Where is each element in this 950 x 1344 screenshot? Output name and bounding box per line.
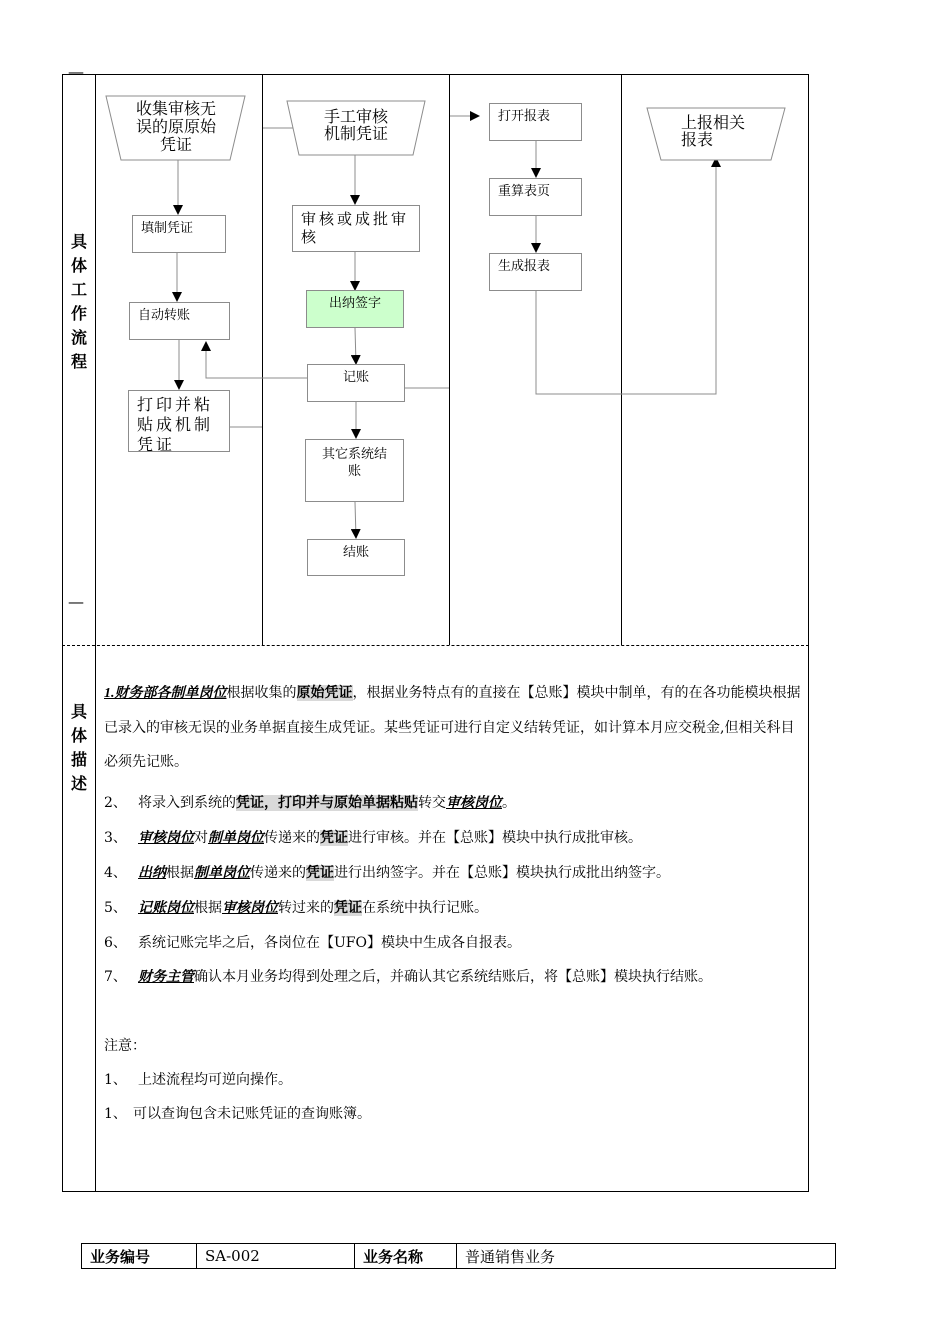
note-item-2: 1、 可以查询包含未记账凭证的查询账簿。: [104, 1106, 371, 1122]
desc-item-3: 3、 审核岗位对制单岗位传递来的凭证进行审核。并在【总账】模块中执行成批审核。: [104, 830, 642, 846]
flow-other-close: 其它系统结账: [305, 439, 404, 502]
flow-cashier-sign: 出纳签字: [306, 290, 404, 328]
business-code-value: SA-002: [197, 1244, 355, 1269]
flow-posting: 记账: [307, 364, 405, 402]
workflow-section-title: 具体工作流程: [70, 232, 87, 371]
desc-item-5: 5、 记账岗位根据审核岗位转过来的凭证在系统中执行记账。: [104, 900, 488, 916]
table-bottom-border: [62, 1191, 809, 1192]
flow-collect-vouchers: 收集审核无误的原原始凭证: [136, 99, 217, 154]
desc-item-2: 2、 将录入到系统的凭证，打印并与原始单据粘贴转交审核岗位。: [104, 795, 516, 811]
flow-print-paste: 打印并粘贴成机制凭证: [128, 390, 230, 452]
business-name-label: 业务名称: [355, 1244, 457, 1269]
flow-close-books: 结账: [307, 539, 405, 576]
flow-fill-voucher: 填制凭证: [132, 215, 226, 253]
dash-mark-bottom: —: [68, 592, 84, 611]
desc-item-6: 6、 系统记账完毕之后，各岗位在【UFO】模块中生成各自报表。: [104, 935, 521, 951]
notes: [104, 1029, 804, 1131]
flow-auto-transfer: 自动转账: [129, 302, 230, 340]
desc-para-1: 1.财务部各制单岗位根据收集的原始凭证，根据业务特点有的直接在【总账】模块中制单，有的在各功能模块根据已录入的审核无误的业务单据直接生成凭证。某些凭证可进行自定义结转凭证，如计算本月应交税金,但相关科目必须先记账。: [104, 685, 801, 770]
desc-item-4: 4、 出纳根据制单岗位传递来的凭证进行出纳签字。并在【总账】模块执行成批出纳签字。: [104, 865, 670, 881]
description-text: [104, 676, 804, 779]
role-maker: 1.财务部各制单岗位: [104, 686, 227, 701]
flow-open-report: 打开报表: [489, 103, 582, 141]
flow-generate-report: 生成报表: [489, 253, 582, 291]
note-title: 注意：: [104, 1038, 146, 1054]
desc-list: [104, 786, 804, 995]
description-section-title: 具体描述: [70, 702, 87, 793]
flow-recalc-sheet: 重算表页: [489, 178, 582, 216]
dash-mark-top: —: [68, 62, 84, 81]
flow-batch-audit: 审核或成批审核: [292, 205, 420, 252]
note-item-1: 1、 上述流程均可逆向操作。: [104, 1072, 292, 1088]
desc-item-7: 7、 财务主管确认本月业务均得到处理之后，并确认其它系统结账后，将【总账】模块执行结账。: [104, 969, 712, 985]
flow-report-upload: 上报相关报表: [681, 113, 746, 149]
business-name-value: 普通销售业务: [457, 1244, 836, 1269]
business-info-table: [81, 1243, 836, 1269]
flow-manual-audit: 手工审核机制凭证: [323, 107, 388, 143]
business-code-label: 业务编号: [82, 1244, 197, 1269]
